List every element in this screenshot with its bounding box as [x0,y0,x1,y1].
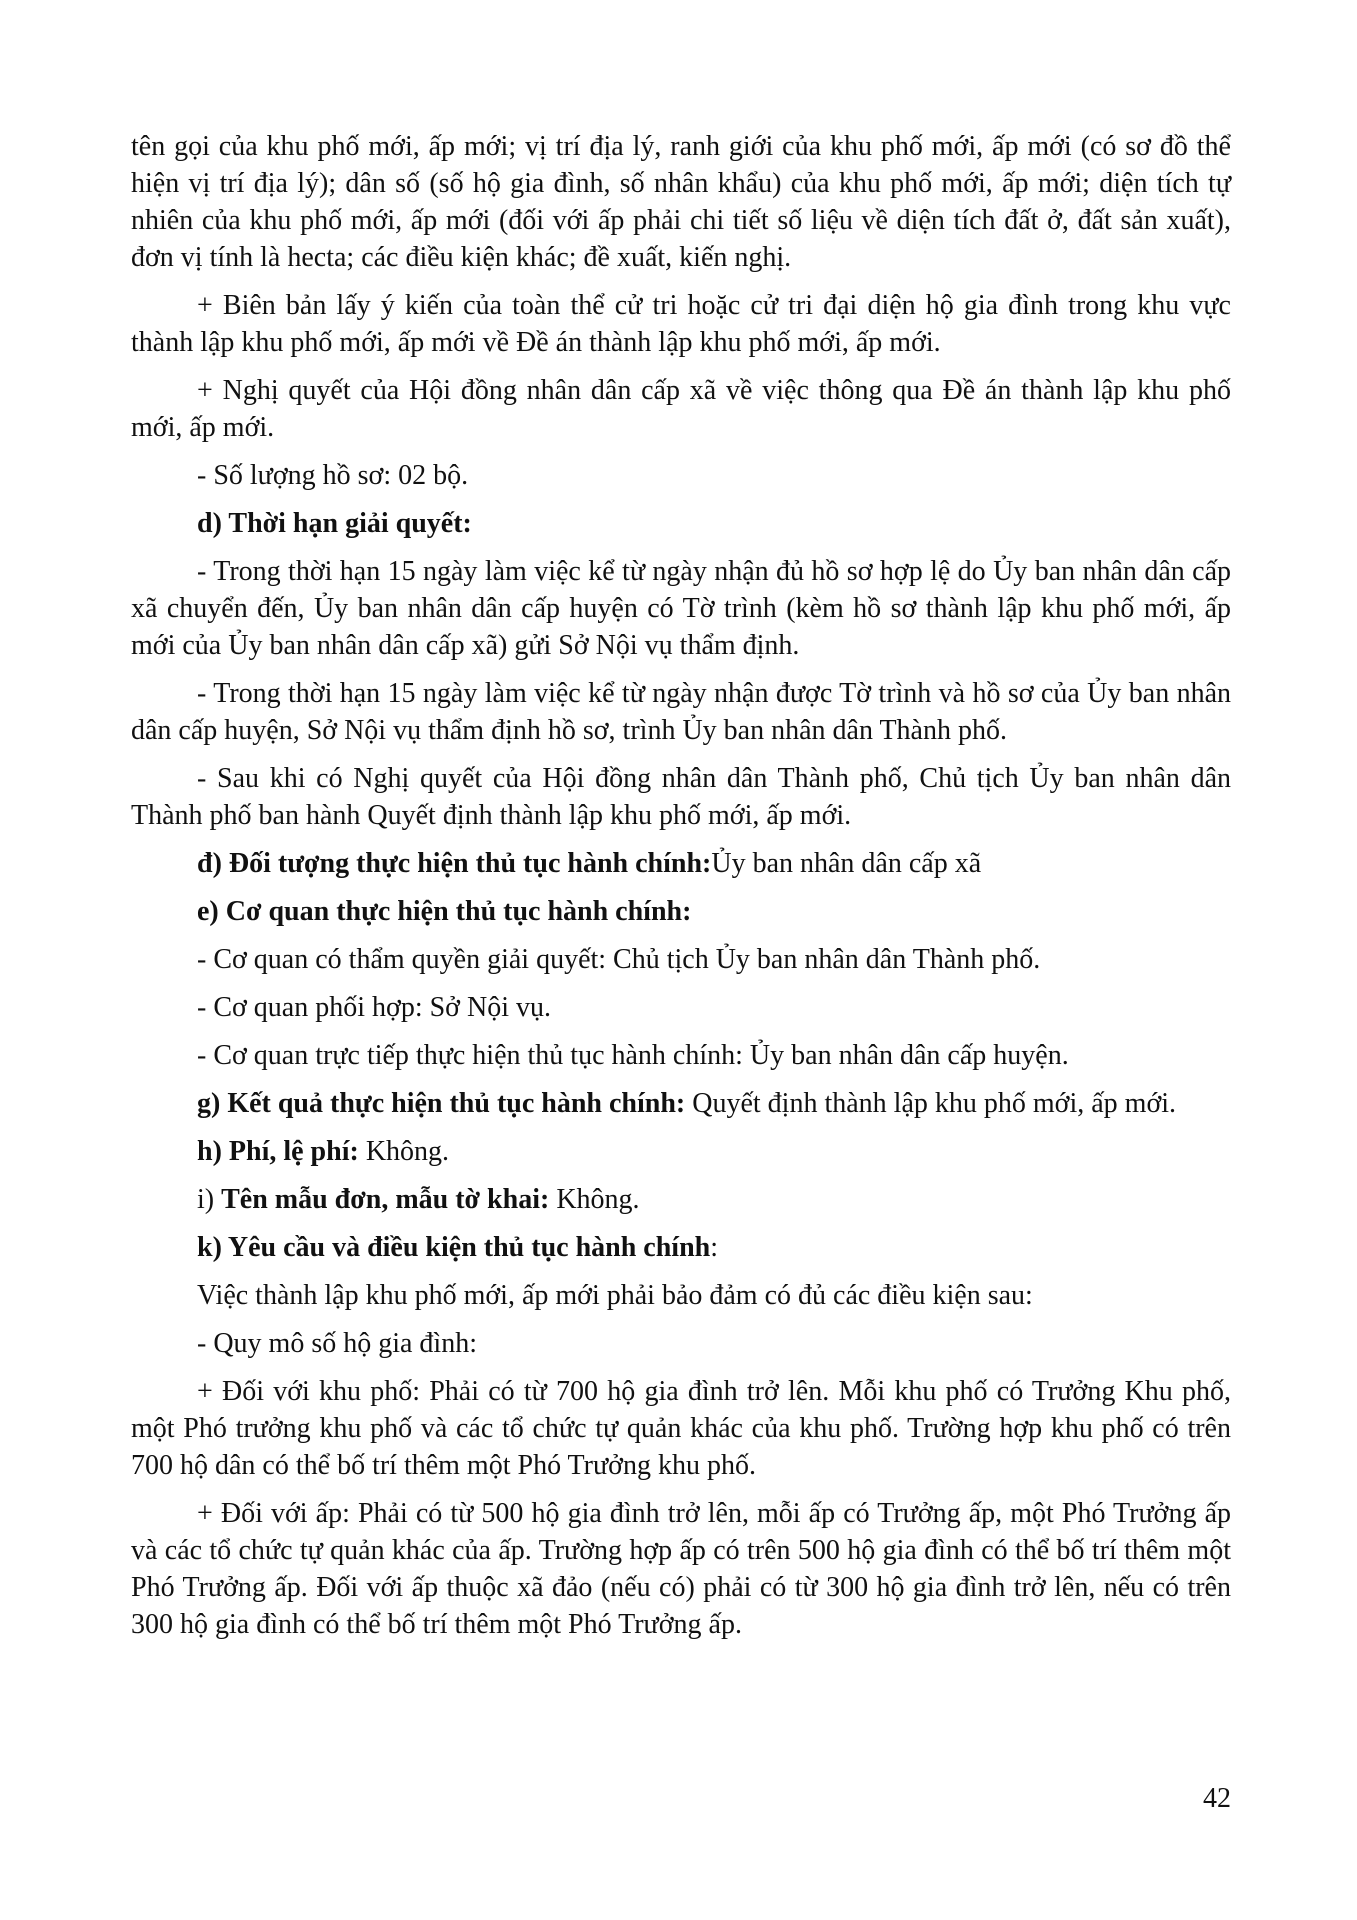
heading-text: Tên mẫu đơn, mẫu tờ khai: [221,1184,550,1215]
paragraph-d2 [131,675,1231,749]
paragraph-text: - Trong thời hạn 15 ngày làm việc kể từ ngày nhận được Tờ trình và hồ sơ của Ủy ban nhân dân cấp huyện, Sở Nội vụ thẩm định hồ sơ, trình Ủy ban nhân dân Thành phố. [131,678,1231,746]
paragraph-e2 [131,989,1231,1026]
paragraph-text: + Đối với khu phố: Phải có từ 700 hộ gia đình trở lên. Mỗi khu phố có Trưởng Khu phố, một Phó trưởng khu phố và các tổ chức tự quản khác của khu phố. Trường hợp khu phố có trên 700 hộ dân có thể bố trí thêm một Phó Trưởng khu phố. [131,1376,1231,1481]
list-marker: i) [197,1184,222,1215]
paragraph-text: Việc thành lập khu phố mới, ấp mới phải bảo đảm có đủ các điều kiện sau: [197,1280,1033,1311]
paragraph-d1 [131,553,1231,664]
paragraph-dd-doi-tuong [131,845,1231,882]
heading-text: d) Thời hạn giải quyết: [197,508,472,539]
paragraph-e1 [131,941,1231,978]
paragraph-k4 [131,1495,1231,1643]
heading-text: e) Cơ quan thực hiện thủ tục hành chính: [197,896,692,927]
paragraph-text: + Biên bản lấy ý kiến của toàn thể cử tri hoặc cử tri đại diện hộ gia đình trong khu vực thành lập khu phố mới, ấp mới về Đề án thành lập khu phố mới, ấp mới. [131,290,1231,358]
paragraph-i-mau-don [131,1181,1231,1218]
paragraph-k1 [131,1277,1231,1314]
paragraph-text: Ủy ban nhân dân cấp xã [711,848,982,879]
paragraph-text: - Quy mô số hộ gia đình: [197,1328,477,1359]
heading-text: h) Phí, lệ phí: [197,1136,359,1167]
paragraph-bien-ban [131,287,1231,361]
document-body [131,128,1231,1654]
paragraph-text: Quyết định thành lập khu phố mới, ấp mới. [685,1088,1177,1119]
heading-d-thoi-han [131,505,1231,542]
paragraph-k2 [131,1325,1231,1362]
paragraph-text: + Nghị quyết của Hội đồng nhân dân cấp xã về việc thông qua Đề án thành lập khu phố mới, ấp mới. [131,375,1231,443]
paragraph-text: Không. [549,1184,640,1215]
paragraph-so-luong [131,457,1231,494]
heading-e-co-quan [131,893,1231,930]
heading-text: k) Yêu cầu và điều kiện thủ tục hành chính [197,1232,711,1263]
paragraph-nghi-quyet [131,372,1231,446]
paragraph-text: : [710,1232,718,1263]
paragraph-text: - Cơ quan phối hợp: Sở Nội vụ. [197,992,551,1023]
paragraph-text: - Trong thời hạn 15 ngày làm việc kể từ ngày nhận đủ hồ sơ hợp lệ do Ủy ban nhân dân cấp xã chuyển đến, Ủy ban nhân dân cấp huyện có Tờ trình (kèm hồ sơ thành lập khu phố mới, ấp mới của Ủy ban nhân dân cấp xã) gửi Sở Nội vụ thẩm định. [131,556,1231,661]
paragraph-d3 [131,760,1231,834]
paragraph-text: tên gọi của khu phố mới, ấp mới; vị trí địa lý, ranh giới của khu phố mới, ấp mới (có sơ đồ thể hiện vị trí địa lý); dân số (số hộ gia đình, số nhân khẩu) của khu phố mới, ấp mới; diện tích tự nhiên của khu phố mới, ấp mới (đối với ấp phải chi tiết số liệu về diện tích đất ở, đất sản xuất), đơn vị tính là hecta; các điều kiện khác; đề xuất, kiến nghị. [131,131,1231,273]
paragraph-continuation [131,128,1231,276]
heading-text: g) Kết quả thực hiện thủ tục hành chính: [197,1088,686,1119]
paragraph-g-ket-qua [131,1085,1231,1122]
heading-k-yeu-cau [131,1229,1231,1266]
paragraph-text: + Đối với ấp: Phải có từ 500 hộ gia đình trở lên, mỗi ấp có Trưởng ấp, một Phó Trưởng ấp và các tổ chức tự quản khác của ấp. Trường hợp ấp có trên 500 hộ gia đình có thể bố trí thêm một Phó Trưởng ấp. Đối với ấp thuộc xã đảo (nếu có) phải có từ 300 hộ gia đình trở lên, nếu có trên 300 hộ gia đình có thể bố trí thêm một Phó Trưởng ấp. [131,1498,1231,1640]
paragraph-text: - Sau khi có Nghị quyết của Hội đồng nhân dân Thành phố, Chủ tịch Ủy ban nhân dân Thành phố ban hành Quyết định thành lập khu phố mới, ấp mới. [131,763,1231,831]
paragraph-h-phi [131,1133,1231,1170]
heading-text: đ) Đối tượng thực hiện thủ tục hành chính: [197,848,712,879]
page-number: 42 [1203,1783,1231,1814]
paragraph-text: Không. [358,1136,450,1167]
paragraph-text: - Cơ quan trực tiếp thực hiện thủ tục hành chính: Ủy ban nhân dân cấp huyện. [197,1040,1069,1071]
paragraph-e3 [131,1037,1231,1074]
paragraph-text: - Số lượng hồ sơ: 02 bộ. [197,460,469,491]
paragraph-text: - Cơ quan có thẩm quyền giải quyết: Chủ tịch Ủy ban nhân dân Thành phố. [197,944,1041,975]
paragraph-k3 [131,1373,1231,1484]
